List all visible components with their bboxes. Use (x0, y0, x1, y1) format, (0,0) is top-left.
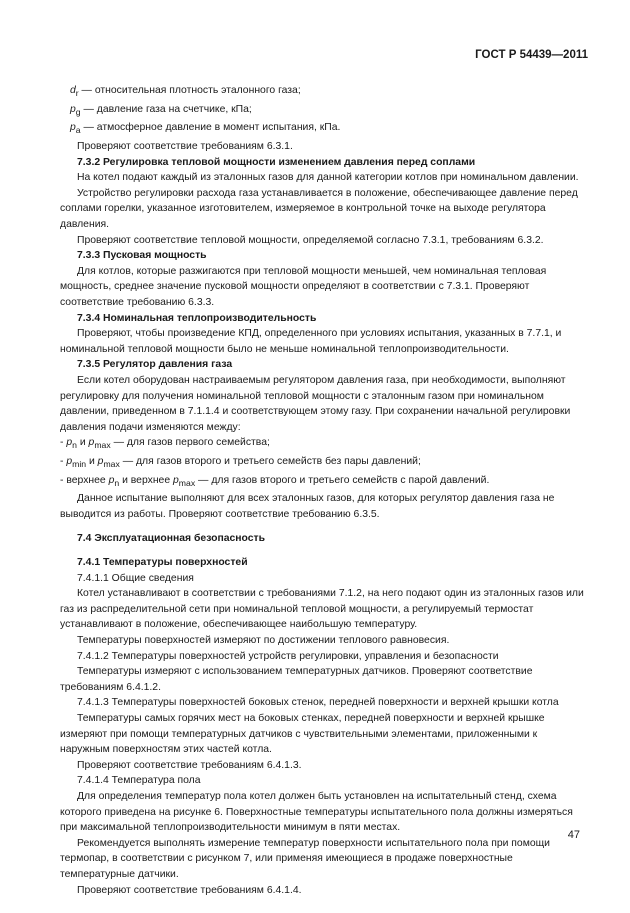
heading-7-3-5: 7.3.5 Регулятор давления газа (77, 359, 233, 371)
paragraph: Для котлов, которые разжигаются при тепловой мощности меньшей, чем номинальная тепловая мощность, среднее значение пусковой мощности определяют в соответствии с 7.3.1. Проверяют соответствие требованию 6.3.3. (60, 265, 547, 308)
paragraph: Температуры самых горячих мест на боковых стенках, передней поверхности и верхней крышке измеряют при помощи температурных датчиков с чувствительными элементами, приложенными к наружным поверхностям этих частей котла. (60, 713, 545, 756)
heading-7-4-1: 7.4.1 Температуры поверхностей (77, 557, 248, 569)
heading-7-3-4: 7.3.4 Номинальная теплопроизводительность (77, 312, 317, 324)
subheading-7-4-1-4: 7.4.1.4 Температура пола (77, 775, 201, 787)
paragraph: Проверяют соответствие тепловой мощности, определяемой согласно 7.3.1, требованиям 6.3.2. (77, 234, 544, 246)
paragraph: Проверяют соответствие требованиям 6.4.1.4. (77, 884, 302, 896)
paragraph: Рекомендуется выполнять измерение температур поверхности испытательного пола при помощи термопар, в соответствии с рисунком 7, или применяя имеющиеся в продаже поверхностные температурные датчики. (60, 837, 550, 880)
subheading-7-4-1-3: 7.4.1.3 Температуры поверхностей боковых стенок, передней поверхности и верхней крышки котла (77, 697, 559, 709)
list-item: - $p_n$ и $p_{max}$ — для газов первого семейства; (60, 437, 270, 451)
heading-7-3-3: 7.3.3 Пусковая мощность (77, 250, 207, 262)
paragraph: Данное испытание выполняют для всех эталонных газов, для которых регулятор давления газа не выводится из работы. Проверяют соответствие требованию 6.3.5. (60, 493, 555, 520)
paragraph: Проверяют, чтобы произведение КПД, определенного при условиях испытания, указанных в 7.7.1, и номинальной тепловой мощности было не меньше номинальной теплопроизводительности. (60, 328, 562, 355)
paragraph: Проверяют соответствие требованиям 6.4.1.3. (77, 759, 302, 771)
heading-7-3-2: 7.3.2 Регулировка тепловой мощности изменением давления перед соплами (77, 156, 476, 168)
definition-pa: $p_a$ — атмосферное давление в момент испытания, кПа. (70, 122, 341, 136)
page-body (60, 83, 588, 898)
paragraph: Температуры измеряют с использованием температурных датчиков. Проверяют соответствие требованиям 6.4.1.2. (60, 666, 533, 693)
paragraph: Если котел оборудован настраиваемым регулятором давления газа, при необходимости, выполняют регулировку для получения номинальной тепловой мощности с эталонным газом при номинальном давлении, приведенном в 7.1.1.4 и соответствующем этому газу. При сохранении начальной регулировки давления подачи изменяются между: (60, 374, 571, 433)
paragraph: Устройство регулировки расхода газа устанавливается в положение, обеспечивающее давление перед соплами горелки, указанное изготовителем, измеряемое в контрольной точке на выходе регулятора давления. (60, 187, 578, 230)
list-item: - $p_{min}$ и $p_{max}$ — для газов второго и третьего семейств без пары давлений; (60, 455, 421, 470)
definition-pg: $p_g$ — давление газа на счетчике, кПа; (70, 103, 252, 117)
subheading-7-4-1-2: 7.4.1.2 Температуры поверхностей устройств регулировки, управления и безопасности (77, 650, 499, 662)
paragraph: Температуры поверхностей измеряют по достижении теплового равновесия. (77, 635, 450, 647)
definition-dr: $d_r$ — относительная плотность эталонного газа; (70, 85, 301, 99)
paragraph: Котел устанавливают в соответствии с требованиями 7.1.2, на него подают один из эталонных газов или газ из распределительной сети при номинальной тепловой мощности, а регулируемый термостат устанавливают в положение, обеспечивающее наибольшую температуру. (60, 588, 584, 631)
subheading-7-4-1-1: 7.4.1.1 Общие сведения (77, 572, 194, 584)
heading-7-4: 7.4 Эксплуатационная безопасность (77, 532, 266, 544)
paragraph: На котел подают каждый из эталонных газов для данной категории котлов при номинальном давлении. (77, 172, 579, 184)
list-item: - верхнее $p_n$ и верхнее $p_{max}$ — для газов второго и третьего семейств с парой давлений. (60, 474, 490, 488)
paragraph: Для определения температур пола котел должен быть установлен на испытательный стенд, схема которого приведена на рисунке 6. Поверхностные температуры испытательного пола должны измеряться при максимальной теплопроизводительности минимум в пяти местах. (60, 791, 573, 834)
check-631: Проверяют соответствие требованиям 6.3.1. (77, 141, 293, 153)
document-header: ГОСТ Р 54439—2011 (475, 49, 588, 61)
page-number: 47 (567, 829, 580, 841)
